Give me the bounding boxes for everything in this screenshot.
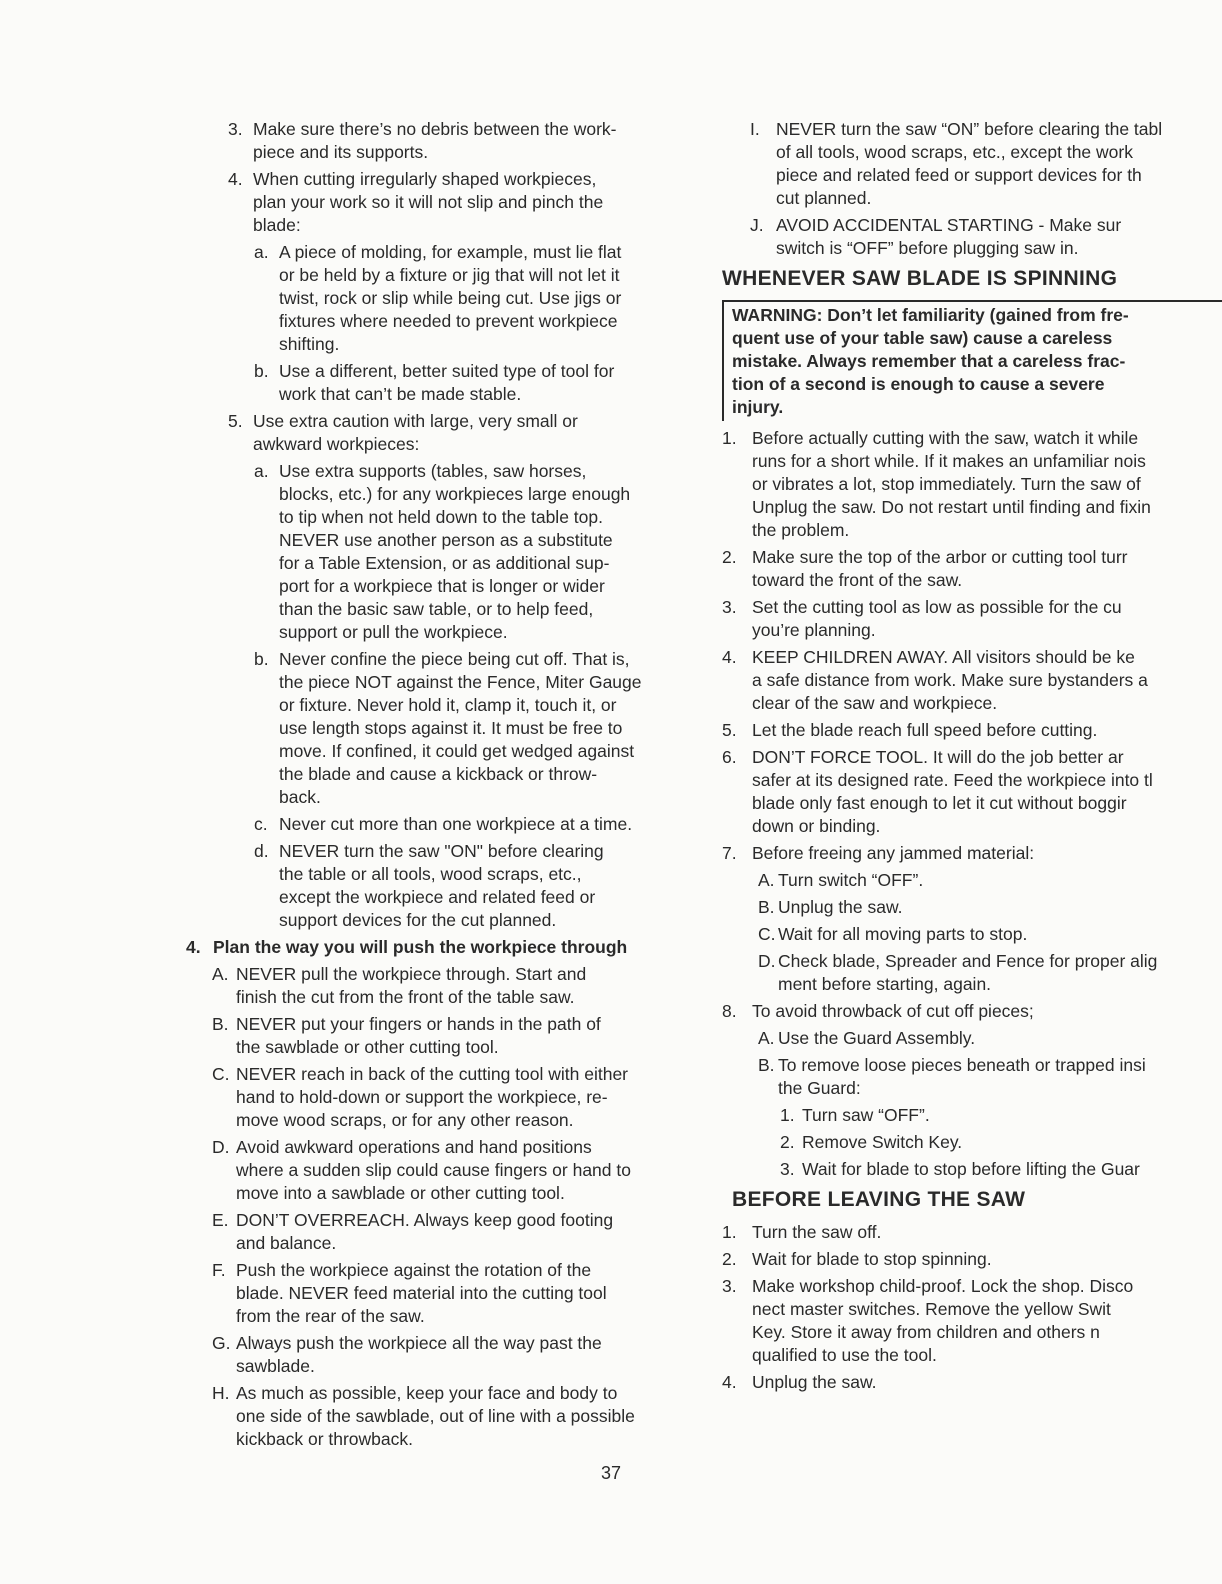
item-text: Push the workpiece against the rotation of the blade. NEVER feed material into the cutting tool from the rear of the saw. xyxy=(236,1260,607,1326)
item-text: Plan the way you will push the workpiece through xyxy=(213,937,628,957)
item-text: KEEP CHILDREN AWAY. All visitors should be ke a safe distance from work. Make sure bystanders a clear of the saw and workpiece. xyxy=(752,647,1148,713)
item-number: A. xyxy=(758,1028,775,1048)
item-text: DON’T OVERREACH. Always keep good footing and balance. xyxy=(236,1210,614,1253)
list-item xyxy=(186,1136,674,1205)
item-text: Turn switch “OFF”. xyxy=(778,870,924,890)
item-text: Let the blade reach full speed before cutting. xyxy=(752,720,1098,740)
list-item xyxy=(186,840,674,932)
list-item xyxy=(722,1104,1222,1127)
list-item xyxy=(186,241,674,356)
item-number: A. xyxy=(758,870,775,890)
item-number: 7. xyxy=(722,843,737,863)
list-item xyxy=(722,896,1222,919)
list-item xyxy=(722,950,1222,996)
item-text: NEVER reach in back of the cutting tool with either hand to hold-down or support the workpiece, re- move wood scraps, or for any other reason. xyxy=(236,1064,629,1130)
item-number: 2. xyxy=(780,1132,795,1152)
list-item xyxy=(186,813,674,836)
list-item xyxy=(722,1275,1222,1367)
item-text: NEVER turn the saw "ON" before clearing the table or all tools, wood scraps, etc., except the workpiece and related feed or support devices for the cut planned. xyxy=(279,841,604,930)
item-text: Check blade, Spreader and Fence for proper alig ment before starting, again. xyxy=(778,951,1158,994)
left-column xyxy=(186,118,674,1455)
list-item xyxy=(722,427,1222,542)
item-number: F. xyxy=(212,1260,226,1280)
item-number: 3. xyxy=(228,119,243,139)
page-number: 37 xyxy=(600,1463,622,1483)
item-number: 4. xyxy=(722,647,737,667)
item-text: Set the cutting tool as low as possible for the cu you’re planning. xyxy=(752,597,1122,640)
list-item xyxy=(186,648,674,809)
item-number: 3. xyxy=(722,597,737,617)
spinning-list xyxy=(722,427,1222,1181)
list-item xyxy=(722,1027,1222,1050)
item-number: d. xyxy=(254,841,269,861)
list-item xyxy=(186,1013,674,1059)
item-number: 5. xyxy=(722,720,737,740)
item-number: 1. xyxy=(722,428,737,448)
list-item xyxy=(722,1158,1222,1181)
list-item xyxy=(722,1131,1222,1154)
item-number: 4. xyxy=(186,937,201,957)
item-text: AVOID ACCIDENTAL STARTING - Make sur switch is “OFF” before plugging saw in. xyxy=(776,215,1122,258)
list-item xyxy=(722,1371,1222,1394)
item-number: 4. xyxy=(228,169,243,189)
list-item xyxy=(722,214,1222,260)
item-number: B. xyxy=(758,1055,775,1075)
item-number: J. xyxy=(750,215,764,235)
right-top-list xyxy=(722,118,1222,260)
item-text: Before freeing any jammed material: xyxy=(752,843,1035,863)
list-item xyxy=(186,1382,674,1451)
item-number: C. xyxy=(212,1064,230,1084)
item-number: B. xyxy=(758,897,775,917)
item-text: Unplug the saw. xyxy=(752,1372,877,1392)
item-text: Unplug the saw. xyxy=(778,897,903,917)
list-item xyxy=(722,1221,1222,1244)
list-item xyxy=(722,646,1222,715)
list-item xyxy=(722,719,1222,742)
list-item xyxy=(722,842,1222,865)
list-item xyxy=(186,963,674,1009)
item-text: Wait for blade to stop before lifting the Guar xyxy=(802,1159,1140,1179)
item-number: 1. xyxy=(722,1222,737,1242)
list-item xyxy=(186,1259,674,1328)
list-item xyxy=(186,1209,674,1255)
item-number: 5. xyxy=(228,411,243,431)
list-item xyxy=(722,1248,1222,1271)
list-item xyxy=(186,118,674,164)
item-number: 1. xyxy=(780,1105,795,1125)
item-text: To remove loose pieces beneath or trapped insi the Guard: xyxy=(778,1055,1146,1098)
section-heading-spinning: WHENEVER SAW BLADE IS SPINNING xyxy=(722,267,1118,290)
item-number: 3. xyxy=(780,1159,795,1179)
item-text: Use extra supports (tables, saw horses, blocks, etc.) for any workpieces large enough to tip when not held down to the table top. NEVER use another person as a substitute for a Table Extension, or as additional sup- port for a workpiece that is longer or wider than the basic saw table, or to help feed, support or pull the workpiece. xyxy=(279,461,631,642)
item-number: E. xyxy=(212,1210,229,1230)
item-text: To avoid throwback of cut off pieces; xyxy=(752,1001,1034,1021)
list-item xyxy=(722,546,1222,592)
list-item xyxy=(186,360,674,406)
item-text: Use extra caution with large, very small or awkward workpieces: xyxy=(253,411,578,454)
item-text: Make sure there’s no debris between the work- piece and its supports. xyxy=(253,119,617,162)
list-item xyxy=(722,118,1222,210)
item-text: Never cut more than one workpiece at a time. xyxy=(279,814,633,834)
item-number: 8. xyxy=(722,1001,737,1021)
list-item xyxy=(186,410,674,456)
item-number: I. xyxy=(750,119,760,139)
item-text: Wait for blade to stop spinning. xyxy=(752,1249,992,1269)
item-number: D. xyxy=(758,951,776,971)
item-number: a. xyxy=(254,242,269,262)
warning-box: WARNING: Don’t let familiarity (gained from fre- quent use of your table saw) cause a careless mistake. Always remember that a careless frac- tion of a second is enough to cause a severe injury. xyxy=(722,300,1222,421)
item-number: c. xyxy=(254,814,268,834)
list-item xyxy=(186,1063,674,1132)
item-number: G. xyxy=(212,1333,231,1353)
item-text: When cutting irregularly shaped workpieces, plan your work so it will not slip and pinch the blade: xyxy=(253,169,604,235)
list-item xyxy=(186,460,674,644)
item-number: H. xyxy=(212,1383,230,1403)
item-text: NEVER pull the workpiece through. Start and finish the cut from the front of the table saw. xyxy=(236,964,587,1007)
list-item xyxy=(722,869,1222,892)
list-item xyxy=(722,746,1222,838)
item-text: Make workshop child-proof. Lock the shop. Disco nect master switches. Remove the yellow Swit Key. Store it away from children and others n qualified to use the tool. xyxy=(752,1276,1134,1365)
item-number: b. xyxy=(254,649,269,669)
item-text: Use a different, better suited type of tool for work that can’t be made stable. xyxy=(279,361,615,404)
item-text: As much as possible, keep your face and body to one side of the sawblade, out of line with a possible kickback or throwback. xyxy=(236,1383,635,1449)
list-item xyxy=(722,596,1222,642)
item-number: b. xyxy=(254,361,269,381)
item-text: Turn saw “OFF”. xyxy=(802,1105,930,1125)
list-item xyxy=(186,168,674,237)
item-text: Before actually cutting with the saw, watch it while runs for a short while. If it makes an unfamiliar nois or vibrates a lot, stop immediately. Turn the saw of Unplug the saw. Do not restart until finding and fixin the problem. xyxy=(752,428,1151,540)
item-text: Use the Guard Assembly. xyxy=(778,1028,976,1048)
item-text: NEVER turn the saw “ON” before clearing the tabl of all tools, wood scraps, etc., except the work piece and related feed or support devices for th cut planned. xyxy=(776,119,1163,208)
section-heading-leaving: BEFORE LEAVING THE SAW xyxy=(732,1188,1026,1211)
list-item xyxy=(722,923,1222,946)
item-text: A piece of molding, for example, must lie flat or be held by a fixture or jig that will not let it twist, rock or slip while being cut. Use jigs or fixtures where needed to prevent workpiece shifting. xyxy=(279,242,622,354)
item-number: 2. xyxy=(722,1249,737,1269)
item-text: Avoid awkward operations and hand positions where a sudden slip could cause fingers or hand to move into a sawblade or other cutting tool. xyxy=(236,1137,631,1203)
list-item xyxy=(186,1332,674,1378)
item-number: 2. xyxy=(722,547,737,567)
leaving-list xyxy=(722,1221,1222,1394)
item-number: a. xyxy=(254,461,269,481)
item-number: B. xyxy=(212,1014,229,1034)
list-item xyxy=(186,936,674,959)
item-text: Remove Switch Key. xyxy=(802,1132,963,1152)
item-number: 6. xyxy=(722,747,737,767)
item-number: 3. xyxy=(722,1276,737,1296)
list-item xyxy=(722,1054,1222,1100)
item-text: NEVER put your fingers or hands in the path of the sawblade or other cutting tool. xyxy=(236,1014,601,1057)
item-number: D. xyxy=(212,1137,230,1157)
item-text: Never confine the piece being cut off. That is, the piece NOT against the Fence, Miter Gauge or fixture. Never hold it, clamp it, touch it, or use length stops against it. It must be free to move. If confined, it could get wedged against the blade and cause a kickback or throw- back. xyxy=(279,649,642,807)
right-column xyxy=(722,118,1222,1398)
item-number: 4. xyxy=(722,1372,737,1392)
list-item xyxy=(722,1000,1222,1023)
item-text: Turn the saw off. xyxy=(752,1222,882,1242)
item-text: DON’T FORCE TOOL. It will do the job better ar safer at its designed rate. Feed the workpiece into tl blade only fast enough to let it cut without boggir down or binding. xyxy=(752,747,1153,836)
item-number: C. xyxy=(758,924,776,944)
item-text: Wait for all moving parts to stop. xyxy=(778,924,1028,944)
item-text: Make sure the top of the arbor or cutting tool turr toward the front of the saw. xyxy=(752,547,1128,590)
item-number: A. xyxy=(212,964,229,984)
item-text: Always push the workpiece all the way past the sawblade. xyxy=(236,1333,602,1376)
